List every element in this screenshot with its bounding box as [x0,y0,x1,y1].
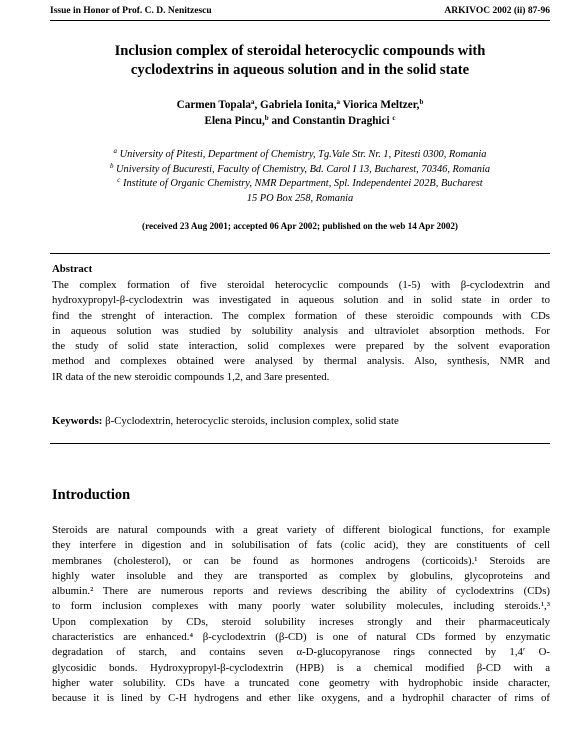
title-line-1: Inclusion complex of steroidal heterocyclic compounds with [114,43,486,59]
intro-line: to form inclusion complexes with many poorly water solubility molecules, including steroids.¹,³ [52,600,550,613]
author-line-2 [40,114,560,130]
header-rule [50,20,550,21]
intro-line: albumin.² There are numerous reports and reviews describing the ability of cyclodextrins (CDs) [52,585,550,598]
author-list [40,98,560,129]
abstract-line: the study of solid state interaction, solid complexes were prepared by the solvent evaporation [52,340,550,353]
author-name: and Constantin Draghici [271,114,390,127]
abstract-body [52,278,550,385]
intro-line: they interfere in digestion and in solubilisation of fats (colic acid), they are constituents of cell [52,539,550,552]
introduction-body [52,523,550,707]
affiliations [40,148,560,206]
intro-line: membranes (cholesterol), or can be found as hormones androgens (corticoids).¹ Steroids are [52,554,550,567]
intro-line: Upon complexation by CDs, steroid solubility increses strongly and their pharmaceuticaly [52,615,550,628]
intro-line: highly water insoluble and they are transported as complex by globulins, glycoproteins and [52,569,550,582]
abstract-line: hydroxypropyl-β-cyclodextrin was investigated in aqueous solution and in solid state in order to [52,294,550,307]
author-affil-sup: a [250,98,255,106]
intro-line: Steroids are natural compounds with a great variety of different biological functions, for example [52,524,550,536]
affiliation: $^a$ University of Pitesti, Department of Chemistry, Tg.Vale Str. Nr. 1, Pitesti 0300, Romania [113,147,487,160]
abstract-heading: Abstract [52,263,93,275]
author-affil-sup: b [264,113,269,122]
author-affil-sup: b [419,98,424,106]
intro-line: characteristics are enhanced.⁴ β-cyclodextrin (β-CD) is one of natural CDs formed by enzymatic [52,631,550,644]
author-affil-sup: a [336,98,340,106]
keywords [52,415,550,427]
abstract-line: in aqueous solution was studied by solubility analysis and ultraviolet absorption methods. For [52,324,550,337]
author-name: Elena Pincu, [204,114,265,127]
intro-line: glycosidic bonds. Hydroxypropyl-β-cyclodextrin (HPB) is a chemical modified β-CD with a [52,661,550,674]
author-name: Gabriela Ionita, [260,99,337,111]
abstract-line: The complex formation of five steroidal heterocyclic compounds (1-5) with β-cyclodextrin and [52,279,550,291]
affiliation: $^b$ University of Bucuresti, Faculty of Chemistry, Bd. Carol I 13, Bucharest, 70346, Romania [109,161,491,175]
author-name: Viorica Meltzer, [342,99,420,111]
running-header-left: Issue in Honor of Prof. C. D. Nenitzescu [50,6,212,16]
abstract-line: method and complexes obtained were analysed by thermal analysis. Also, synthesis, NMR and [52,355,550,368]
keywords-label: Keywords: [52,415,103,427]
received-dates: (received 23 Aug 2001; accepted 06 Apr 2002; published on the web 14 Apr 2002) [142,221,458,231]
intro-line: higher water solubility. CDs have a truncated cone geometry with hydrophobic inside character, [52,676,550,689]
affiliation: 15 PO Box 258, Romania [246,192,354,204]
intro-line: degradation of starch, and contains seven α-D-glucopyranose rings connected by 1,4′ O- [52,646,550,659]
affiliation: $^c$ Institute of Organic Chemistry, NMR Department, Spl. Independentei 202B, Bucharest [117,176,483,190]
running-header-right: ARKIVOC 2002 (ii) 87-96 [444,6,550,16]
author-name: Carmen Topala [176,99,251,111]
introduction-heading: Introduction [52,487,131,503]
title-line-2: cyclodextrins in aqueous solution and in the solid state [130,62,470,78]
abstract-line: find the strenght of interaction. The complex formation of these steroidic compounds with CDs [52,309,550,322]
abstract-line: IR data of the new steroidic compounds 1,2, and 3are presented. [52,370,330,383]
intro-line: because it is lined by C-H hydrogens and ether like oxygens, and a hydrophil character of rims of [52,692,550,705]
author-line-1: Carmen Topala$^a$, Gabriela Ionita,$^a$ Viorica Meltzer,$^b$ [176,98,424,111]
author-affil-sup: c [392,113,396,122]
keywords-text: β-Cyclodextrin, heterocyclic steroids, inclusion complex, solid state [105,415,399,427]
paper-title [40,42,560,80]
